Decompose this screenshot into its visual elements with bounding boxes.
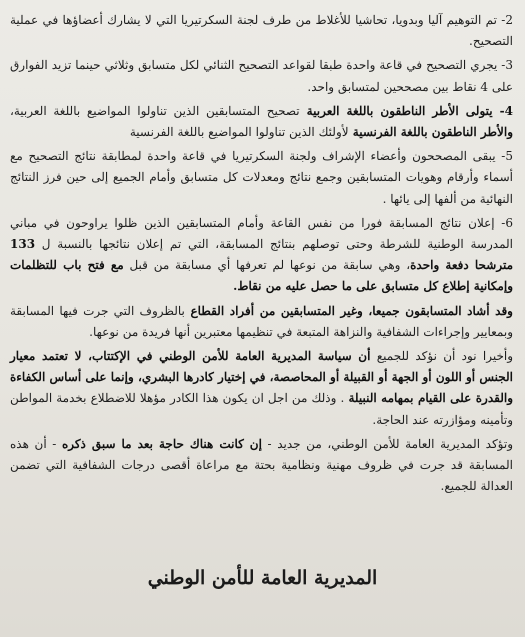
bold-text: أن سياسة المديرية العامة للأمن الوطني في الإكتتاب، لا تعتمد معيار الجنس أو اللون أو الجهة أو القبيلة أو المحاصصة، في إختيار كادرها البشري، وإنما على أساس الكفاءة والقدرة على القيام بمهامه النبيلة — [10, 349, 513, 406]
paragraph-praise — [10, 301, 513, 343]
paragraph-text: لأولئك الذين تناولوا المواضيع باللغة الفرنسية — [129, 125, 349, 140]
paragraph-policy — [10, 346, 513, 431]
bold-text: والأطر الناطقون باللغة الفرنسية — [348, 125, 513, 140]
paragraph-text: بالظروف التي جرت فيها المسابقة وبمعايير وإجراءات الشفافية والنزاهة المتبعة في تنظيمها معتبرين أنها فريدة من نوعها. — [10, 303, 513, 339]
paragraph-conclusion — [10, 434, 513, 498]
paragraph-text: - أن هذه المسابقة قد جرت في ظروف مهنية ونظامية بحتة مع مراعاة أقصى درجات الشفافية التي تضمن العدالة للجميع. — [10, 436, 513, 494]
paragraph-item-3 — [10, 55, 513, 97]
paragraph-text: ، وهي سابقة من نوعها لم تعرفها أي مسابقة من قبل — [123, 258, 411, 273]
paragraph-text: تصحيح المتسابقين الذين تناولوا المواضيع باللغة العربية، — [10, 103, 300, 118]
paragraph-text: 5- يبقى المصححون وأعضاء الإشراف ولجنة السكرتيريا في قاعة واحدة لمطابقة نتائج التصحيح مع أسماء وأرقام وهويات المتسابقين وجمع نتائج ومعدلات كل متسابق وأمام الجميع إلى حين فرز النتائج النهائية من ألفها إلى يائها . — [10, 149, 513, 206]
paragraph-text: وأخيرا نود أن نؤكد للجميع — [370, 349, 513, 364]
paragraph-item-6 — [10, 213, 513, 298]
paragraph-item-2 — [10, 10, 513, 52]
signature-block: المديرية العامة للأمن الوطني — [147, 567, 378, 589]
bold-text: مع فتح باب للتظلمات وإمكانية إطلاع كل متسابق على ما حصل عليه من نقاط. — [10, 258, 513, 294]
document-body — [10, 10, 513, 500]
bold-text: 4- يتولى الأطر الناطقون باللغة العربية — [299, 103, 513, 118]
bold-text: إن كانت هناك حاجة بعد ما سبق ذكره — [61, 436, 262, 451]
paragraph-text: وتؤكد المديرية العامة للأمن الوطني، من جديد - — [261, 436, 513, 451]
bold-text: وقد أشاد المتسابقون جميعا، وغير المتسابقين من أفراد القطاع — [184, 303, 513, 318]
paragraph-text: . وذلك من اجل ان يكون هذا الكادر مؤهلا للاضطلاع بخدمة المواطن وتأمينه ومؤازرته عند الحاجة. — [10, 391, 513, 427]
paragraph-text: 2- تم التوهيم آليا وبدويا، تحاشيا للأغلاط من طرف لجنة السكرتيريا التي لا يشارك أعضاؤها في عملية التصحيح. — [10, 13, 513, 49]
paragraph-item-5 — [10, 146, 513, 210]
paragraph-text: 6- إعلان نتائج المسابقة فورا من نفس القاعة وأمام المتسابقين الذين ظلوا يراوحون في مباني المدرسة الوطنية للشرطة وحتى توصلهم بنتائج المسابقة، التي تم إعلان نتائجها بالنسبة ل — [10, 215, 513, 252]
paragraph-text: 3- يجري التصحيح في قاعة واحدة طبقا لقواعد التصحيح الثنائي لكل متسابق وثلاثي حينما تزيد الفوارق على 4 نقاط بين مصححين لمتسابق واحد. — [10, 58, 513, 94]
bold-text: 133 مترشحا دفعة واحدة — [10, 237, 513, 273]
paragraph-item-4 — [10, 101, 513, 143]
